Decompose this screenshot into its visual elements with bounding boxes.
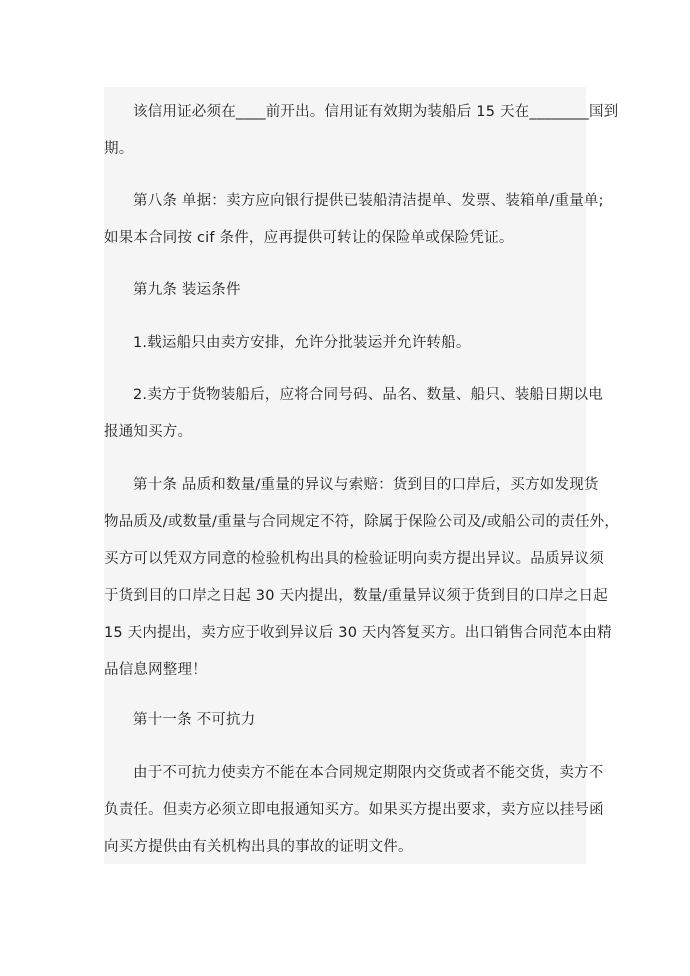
text-line: 第九条 装运条件 <box>133 282 241 298</box>
text-line: 报通知买方。 <box>104 424 193 440</box>
paragraph-letter-of-credit <box>104 94 619 168</box>
heading-article-11-force-majeure <box>104 702 586 739</box>
text-line: 如果本合同按 cif 条件，应再提供可转让的保险单或保险凭证。 <box>104 230 514 246</box>
text-line: 2.卖方于货物装船后，应将合同号码、品名、数量、船只、装船日期以电 <box>133 387 603 403</box>
text-line: 第十一条 不可抗力 <box>133 712 256 728</box>
text-line: 负责任。但卖方必须立即电报通知买方。如果买方提出要求，卖方应以挂号函 <box>104 802 604 818</box>
text-line: 期。 <box>104 141 134 157</box>
paragraph-article-10-claims <box>104 467 620 689</box>
paragraph-force-majeure <box>104 755 604 866</box>
text-line: 向买方提供由有关机构出具的事故的证明文件。 <box>104 839 413 855</box>
text-line: 品信息网整理！ <box>104 662 207 678</box>
contract-text-block <box>104 87 620 864</box>
text-line: 第十条 品质和数量/重量的异议与索赔：货到目的口岸后，买方如发现货 <box>133 477 599 493</box>
text-line: 15 天内提出，卖方应于收到异议后 30 天内答复买方。出口销售合同范本由精 <box>104 625 612 641</box>
text-line: 由于不可抗力使卖方不能在本合同规定期限内交货或者不能交货，卖方不 <box>133 765 604 781</box>
text-line: 该信用证必须在____前开出。信用证有效期为装船后 15 天在________国到 <box>133 104 619 120</box>
text-line: 物品质及/或数量/重量与合同规定不符，除属于保险公司及/或船公司的责任外， <box>104 514 620 530</box>
text-line: 买方可以凭双方同意的检验机构出具的检验证明向卖方提出异议。品质异议须 <box>104 551 604 567</box>
heading-article-9-shipment <box>104 272 586 309</box>
paragraph-shipment-clause-1 <box>104 325 586 362</box>
paragraph-shipment-clause-2 <box>104 377 603 451</box>
text-line: 第八条 单据：卖方应向银行提供已装船清洁提单、发票、装箱单/重量单; <box>133 193 604 209</box>
text-line: 1.载运船只由卖方安排，允许分批装运并允许转船。 <box>133 335 471 351</box>
text-line: 于货到目的口岸之日起 30 天内提出，数量/重量异议须于货到目的口岸之日起 <box>104 588 608 604</box>
paragraph-article-8-documents <box>104 183 604 257</box>
